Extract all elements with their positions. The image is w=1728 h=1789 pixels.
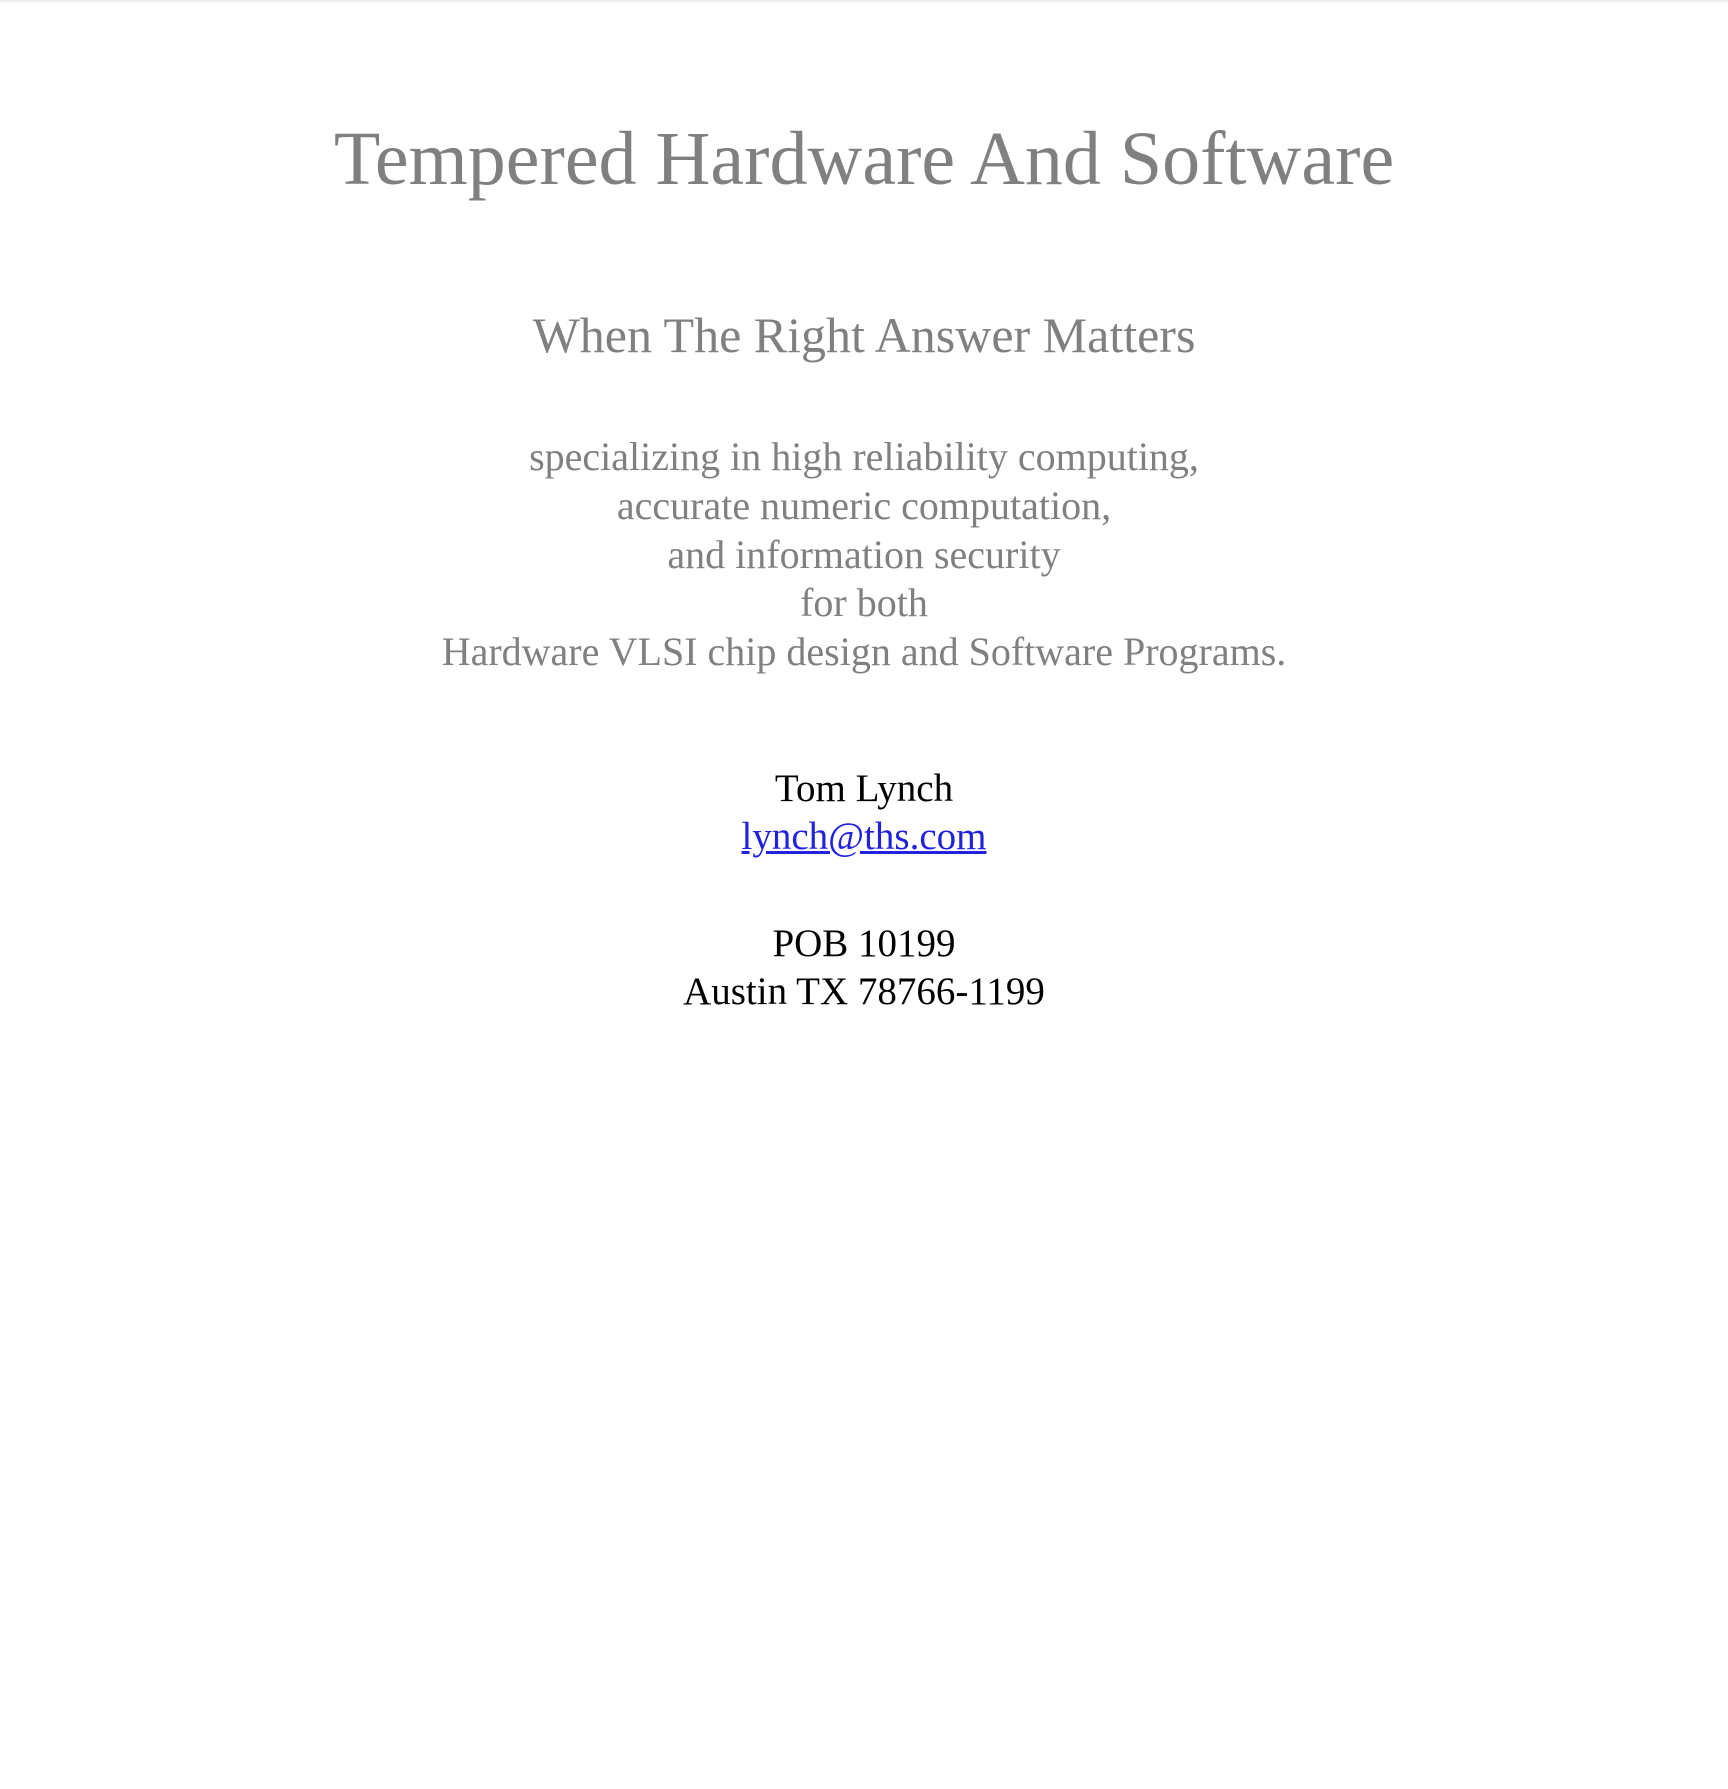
tagline-line: for both bbox=[800, 580, 928, 626]
contact-block bbox=[114, 677, 1614, 862]
contact-name: Tom Lynch bbox=[774, 767, 954, 811]
page-title: Tempered Hardware And Software bbox=[333, 117, 1395, 201]
address-block bbox=[114, 862, 1614, 1017]
tagline-line: and information security bbox=[667, 531, 1061, 577]
tagline-line: specializing in high reliability computing, bbox=[529, 434, 1199, 480]
email-link[interactable]: lynch@ths.com bbox=[741, 815, 987, 859]
contact-email-line bbox=[114, 813, 1614, 861]
tagline-line: accurate numeric computation, bbox=[616, 482, 1112, 528]
address-line: Austin TX 78766-1199 bbox=[683, 970, 1045, 1014]
tagline-block bbox=[114, 363, 1614, 677]
address-line: POB 10199 bbox=[772, 921, 956, 965]
slide-subtitle: When The Right Answer Matters bbox=[532, 307, 1196, 364]
page-top-divider bbox=[0, 0, 1728, 3]
tagline-line: Hardware VLSI chip design and Software Programs. bbox=[441, 629, 1287, 675]
slide-content bbox=[114, 0, 1614, 1017]
